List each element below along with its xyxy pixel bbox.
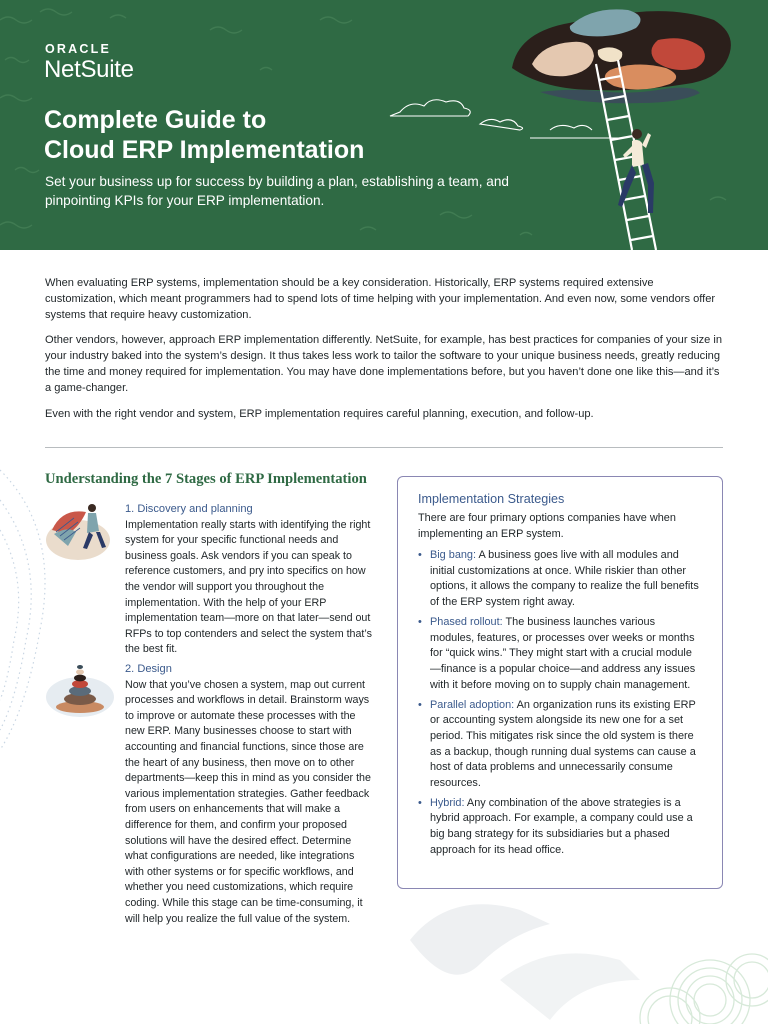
strategy-text: The business launches various modules, features, or processes over weeks or months for “quick wins.” They might start with a crucial module—finance is a popular choice—and address any issues with it before moving on to supply chain management. [430,616,696,691]
decorative-shapes [380,880,768,1024]
oracle-logo: ORACLE [45,42,111,56]
stages-heading: Understanding the 7 Stages of ERP Implementation [45,471,367,487]
stage-2 [125,662,375,927]
stage-1-title: 1. Discovery and planning [125,503,253,515]
bullet-icon: • [418,796,422,809]
cloud-ladder-illustration [380,0,768,250]
page-title [44,105,364,165]
intro-paragraph-3: Even with the right vendor and system, ERP implementation requires careful planning, execution, and follow-up. [45,407,594,420]
strategy-text: Any combination of the above strategies is a hybrid approach. For example, a company could use a big bang strategy for its subsidiaries but a phased approach for its head office. [430,796,693,856]
page-title-line-1: Complete Guide to [44,106,267,134]
strategy-text: An organization runs its existing ERP or accounting system alongside its new one for a set period. This mitigates risk since the old system is there as a backup, though running dual systems can cause a host of data problems and unnecessarily consume resources. [430,698,696,789]
strategies-list [418,548,702,858]
strategy-term: Big bang: [430,549,477,562]
strategies-intro: There are four primary options companies have when implementing an ERP system. [418,512,676,540]
stage-2-text: Now that you’ve chosen a system, map out current processes and workflows in detail. Brainstorm ways to improve or automate these processes with the new ERP. Many businesses choose to start with accounting and financial functions, since those are the heart of any business, then move on to other departments—keep this in mind as you consider the various implementation strategies. Gather feedback from users on enhancements that will make a difference for them, and confirm your proposed solutions will have the desired effect. Determine what configurations are needed, like integrations with other systems or for specific workflows, and whether you need customizations, which require coding. While this stage can be time-consuming, it will help you realize the full value of the system. [125,678,371,925]
implementation-strategies-box [397,476,723,889]
strategy-parallel-adoption [418,698,702,792]
intro-paragraph-2: Other vendors, however, approach ERP implementation differently. NetSuite, for example, has best practices for companies of your size in your industry baked into the system’s design. It thus takes less work to tailor the software to your unique business needs, greatly reducing the time and money required for implementation. You may have done implementations before, but you haven’t done one like this—and it’s a game-changer. [45,334,723,394]
intro-section [45,276,725,432]
strategy-term: Phased rollout: [430,616,503,629]
hero-banner [0,0,768,250]
bullet-icon: • [418,616,422,629]
stage-1-text: Implementation really starts with identifying the right system for your specific functional needs and business goals. Ask vendors if you can speak to reference customers, and pry into specifics on how the vendor will support you throughout the implementation. With the help of your ERP implementation team—more on that later—send out RFPs to top contenders and select the system that’s the best fit. [125,518,372,656]
strategy-big-bang [418,548,702,610]
page-subtitle: Set your business up for success by building a plan, establishing a team, and pinpointing KPIs for your ERP implementation. [45,174,509,208]
intro-paragraph-1: When evaluating ERP systems, implementation should be a key consideration. Historically, ERP systems required extensive customization, which meant programmers had to spend lots of time helping with your implementation. And even now, some vendors offer systems that require heavy customization. [45,277,716,321]
strategy-term: Hybrid: [430,796,465,809]
discovery-illustration [44,502,116,562]
strategy-text: A business goes live with all modules and initial customizations at once. While riskier than other options, it allows the company to realize the full benefits of the ERP system right away. [430,549,699,608]
strategy-term: Parallel adoption: [430,698,515,711]
stage-1 [125,502,375,658]
strategies-title: Implementation Strategies [418,492,565,506]
design-illustration [44,655,116,719]
page-title-line-2: Cloud ERP Implementation [44,136,365,164]
stage-2-title: 2. Design [125,663,172,675]
strategy-phased-rollout [418,615,702,693]
section-divider [45,447,723,448]
bullet-icon: • [418,698,422,711]
strategy-hybrid [418,796,702,858]
netsuite-logo: NetSuite [44,56,134,83]
bullet-icon: • [418,549,422,562]
